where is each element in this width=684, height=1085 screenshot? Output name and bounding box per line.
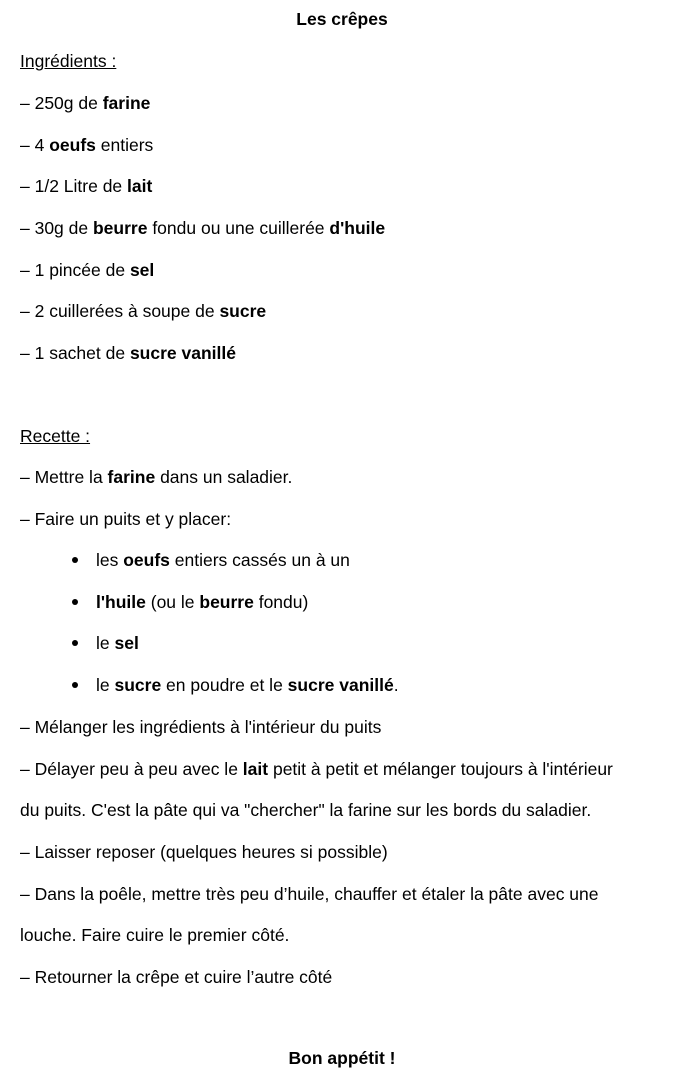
- bullet-item: les oeufs entiers cassés un à un: [96, 550, 350, 570]
- recipe-heading: Recette :: [20, 426, 91, 446]
- recipe-step-line: – Laisser reposer (quelques heures si possible): [20, 842, 388, 862]
- bullet-dot-icon: [72, 682, 78, 688]
- ingredient-line: – 4 oeufs entiers: [20, 134, 154, 155]
- ingredient-line: – 1 sachet de sucre vanillé: [20, 343, 236, 364]
- bullet-dot-icon: [72, 599, 78, 605]
- ingredient-line: – 1 pincée de sel: [20, 259, 155, 280]
- recipe-step-line: – Mettre la farine dans un saladier.: [20, 467, 293, 487]
- recipe-step-line: – Délayer peu à peu avec le lait petit à petit et mélanger toujours à l'intérieur: [20, 758, 613, 779]
- bullet-item: l'huile (ou le beurre fondu): [96, 591, 309, 612]
- ingredient-line: – 250g de farine: [20, 93, 151, 113]
- ingredient-line: – 1/2 Litre de lait: [20, 176, 153, 197]
- recipe-step-line: – Dans la poêle, mettre très peu d’huile, chauffer et étaler la pâte avec une: [20, 883, 599, 904]
- recipe-step-line: louche. Faire cuire le premier côté.: [20, 925, 290, 946]
- ingredient-line: – 2 cuillerées à soupe de sucre: [20, 301, 267, 322]
- recipe-step-line: – Retourner la crêpe et cuire l’autre côté: [20, 967, 333, 988]
- bullet-dot-icon: [72, 557, 78, 563]
- ingredients-heading: Ingrédients :: [20, 51, 117, 71]
- page-title: Les crêpes: [296, 9, 388, 29]
- bullet-item: le sucre en poudre et le sucre vanillé.: [96, 675, 399, 695]
- recipe-step-line: – Mélanger les ingrédients à l'intérieur du puits: [20, 717, 382, 737]
- bullet-item: le sel: [96, 633, 139, 654]
- closing-text: Bon appétit !: [288, 1048, 396, 1068]
- ingredient-line: – 30g de beurre fondu ou une cuillerée d'huile: [20, 218, 386, 238]
- recipe-step-line: du puits. C'est la pâte qui va "chercher" la farine sur les bords du saladier.: [20, 800, 592, 821]
- recipe-step-line: – Faire un puits et y placer:: [20, 508, 232, 529]
- bullet-dot-icon: [72, 640, 78, 646]
